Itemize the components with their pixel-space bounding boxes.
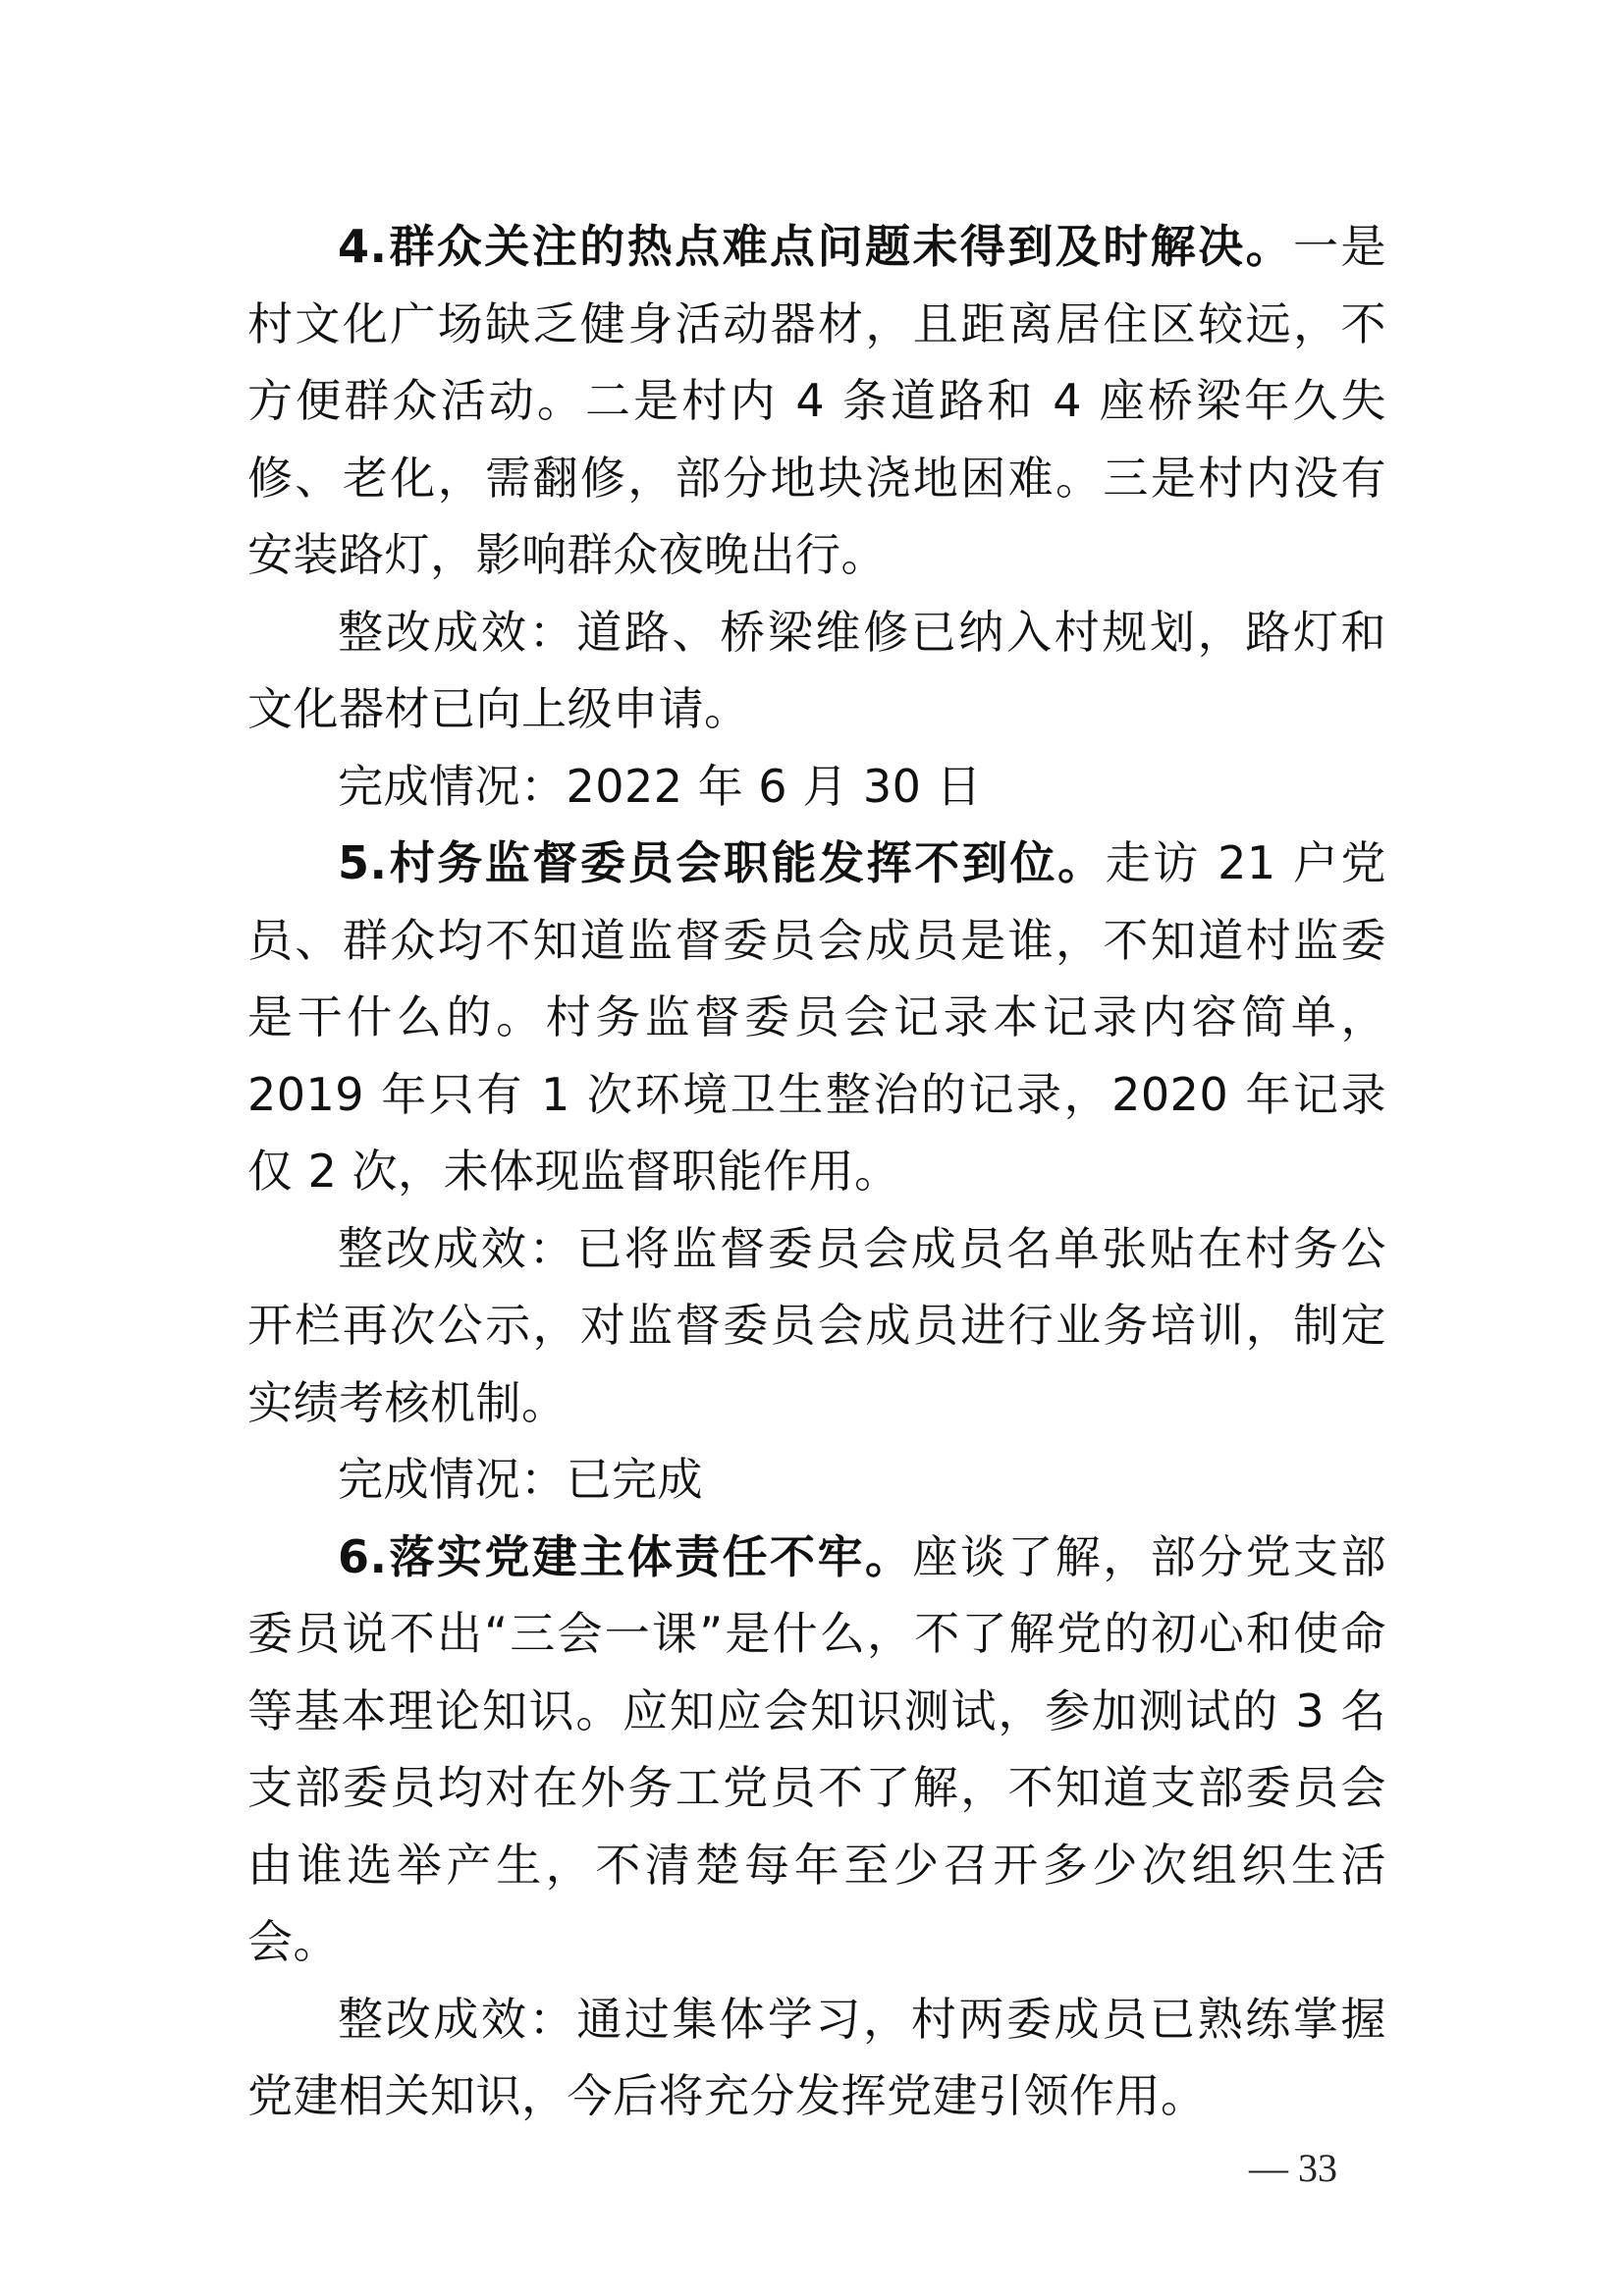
section-4-rectification: 整改成效：道路、桥梁维修已纳入村规划，路灯和文化器材已向上级申请。 <box>247 605 1386 735</box>
section-5-rectification: 整改成效：已将监督委员会成员名单张贴在村务公开栏再次公示，对监督委员会成员进行业务培训，制定实绩考核机制。 <box>247 1221 1386 1429</box>
document-body <box>247 208 1386 2135</box>
section-4-completion: 完成情况：2022 年 6 月 30 日 <box>338 759 982 813</box>
section-4-heading: 4.群众关注的热点难点问题未得到及时解决。 <box>338 220 1294 273</box>
section-6-body: 座谈了解，部分党支部委员说不出“三会一课”是什么，不了解党的初心和使命等基本理论知识。应知应会知识测试，参加测试的 3 名支部委员均对在外务工党员不了解，不知道支部委员会由谁选举产生，不清楚每年至少召开多少次组织生活会。 <box>247 1529 1386 1968</box>
section-4-body: 一是村文化广场缺乏健身活动器材，且距离居住区较远，不方便群众活动。二是村内 4 条道路和 4 座桥梁年久失修、老化，需翻修，部分地块浇地困难。三是村内没有安装路灯，影响群众夜晚出行。 <box>247 220 1386 581</box>
section-4-problem <box>247 208 1386 594</box>
section-6-heading: 6.落实党建主体责任不牢。 <box>338 1529 913 1583</box>
page-number: — 33 <box>1249 2146 1337 2190</box>
section-6-problem <box>247 1519 1386 1981</box>
section-5-completion: 完成情况：已完成 <box>338 1453 703 1506</box>
section-5-body: 走访 21 户党员、群众均不知道监督委员会成员是谁，不知道村监委是干什么的。村务监督委员会记录本记录内容简单，2019 年只有 1 次环境卫生整治的记录，2020 年记录仅 2 次，未体现监督职能作用。 <box>247 836 1386 1198</box>
section-5-problem <box>247 825 1386 1210</box>
section-6-rectification: 整改成效：通过集体学习，村两委成员已熟练掌握党建相关知识，今后将充分发挥党建引领作用。 <box>247 1992 1386 2122</box>
section-5-heading: 5.村务监督委员会职能发挥不到位。 <box>338 836 1106 889</box>
